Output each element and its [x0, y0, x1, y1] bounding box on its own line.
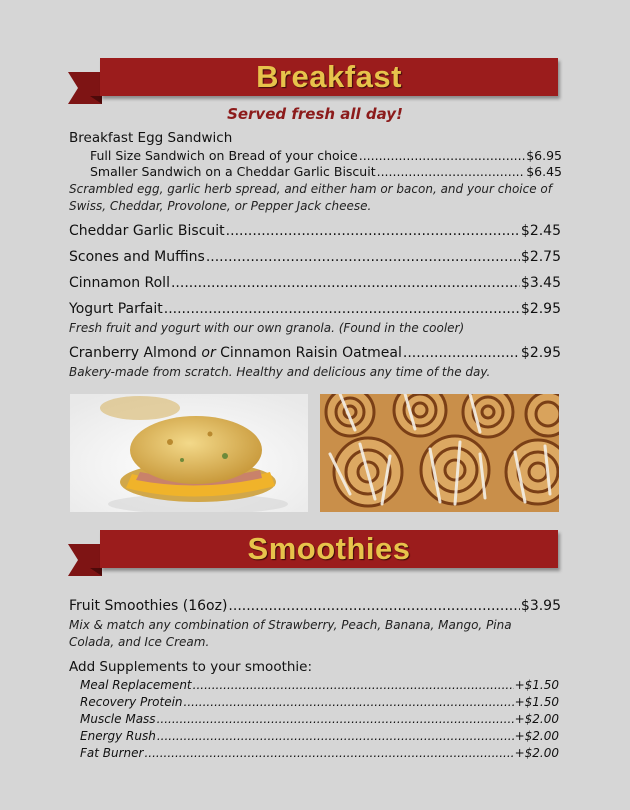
leader-dots	[171, 275, 520, 291]
oatmeal-name-part1: Cranberry Almond	[69, 345, 202, 361]
ribbon-tail-icon	[62, 530, 104, 580]
leader-dots	[226, 223, 520, 239]
supplement-item	[80, 712, 559, 726]
item-price: $2.95	[520, 301, 561, 317]
leader-dots	[184, 695, 514, 709]
biscuit-sandwich-image	[70, 394, 308, 512]
supplement-price: +$2.00	[514, 729, 559, 743]
supplement-name: Meal Replacement	[80, 678, 192, 692]
item-name	[69, 345, 402, 361]
cinnamon-rolls-photo	[320, 394, 559, 512]
ribbon-tail-icon	[62, 58, 104, 108]
option-label: Full Size Sandwich on Bread of your choice	[90, 148, 358, 163]
item-name: Scones and Muffins	[69, 249, 205, 265]
supplement-price: +$1.50	[514, 695, 559, 709]
oatmeal-item	[69, 345, 561, 361]
item-price: $2.95	[520, 345, 561, 361]
supplement-price: +$2.00	[514, 746, 559, 760]
leader-dots	[206, 249, 520, 265]
supplement-price: +$2.00	[514, 712, 559, 726]
smoothies-title: Smoothies	[247, 531, 411, 566]
supplement-name: Muscle Mass	[80, 712, 156, 726]
oatmeal-description: Bakery-made from scratch. Healthy and delicious any time of the day.	[69, 365, 491, 379]
item-price: $2.75	[520, 249, 561, 265]
supplement-item	[80, 729, 559, 743]
oatmeal-name-or: or	[201, 345, 216, 361]
leader-dots	[144, 746, 513, 760]
egg-sandwich-name: Breakfast Egg Sandwich	[69, 130, 233, 146]
yogurt-parfait-description: Fresh fruit and yogurt with our own granola. (Found in the cooler)	[69, 321, 465, 335]
supplement-price: +$1.50	[514, 678, 559, 692]
smoothies-banner	[62, 530, 558, 580]
egg-sandwich-description: Scrambled egg, garlic herb spread, and either ham or bacon, and your choice of Swiss, Cheddar, Provolone, or Pepper Jack cheese.	[69, 182, 552, 213]
supplement-name: Fat Burner	[80, 746, 144, 760]
breakfast-title-bar	[100, 58, 558, 96]
item-name: Fruit Smoothies (16oz)	[69, 598, 228, 614]
menu-item	[69, 223, 561, 239]
item-name: Cinnamon Roll	[69, 275, 170, 291]
breakfast-banner	[62, 58, 558, 108]
leader-dots	[359, 148, 525, 163]
supplements-heading: Add Supplements to your smoothie:	[69, 659, 313, 675]
leader-dots	[157, 712, 514, 726]
leader-dots	[228, 598, 519, 614]
fruit-smoothies-description: Mix & match any combination of Strawberry, Peach, Banana, Mango, Pina Colada, and Ice Cream.	[69, 618, 512, 649]
leader-dots	[157, 729, 514, 743]
option-price: $6.95	[526, 148, 562, 163]
leader-dots	[403, 345, 520, 361]
egg-sandwich-option-full	[90, 148, 562, 163]
menu-item	[69, 249, 561, 265]
leader-dots	[377, 164, 526, 179]
cinnamon-rolls-image	[320, 394, 559, 512]
fruit-smoothies-item	[69, 598, 561, 614]
breakfast-subtitle: Served fresh all day!	[227, 105, 403, 123]
supplement-name: Recovery Protein	[80, 695, 183, 709]
menu-item	[69, 275, 561, 291]
supplement-item	[80, 695, 559, 709]
item-price: $3.45	[520, 275, 561, 291]
oatmeal-name-part2: Cinnamon Raisin Oatmeal	[215, 345, 402, 361]
supplement-item	[80, 678, 559, 692]
supplement-item	[80, 746, 559, 760]
smoothies-title-bar	[100, 530, 558, 568]
item-name: Cheddar Garlic Biscuit	[69, 223, 225, 239]
leader-dots	[193, 678, 514, 692]
option-label: Smaller Sandwich on a Cheddar Garlic Biscuit	[90, 164, 376, 179]
item-price: $3.95	[520, 598, 561, 614]
supplement-name: Energy Rush	[80, 729, 156, 743]
biscuit-sandwich-photo	[70, 394, 308, 512]
breakfast-title: Breakfast	[256, 59, 402, 94]
item-price: $2.45	[520, 223, 561, 239]
item-name: Yogurt Parfait	[69, 301, 163, 317]
leader-dots	[164, 301, 520, 317]
menu-item	[69, 301, 561, 317]
option-price: $6.45	[526, 164, 562, 179]
egg-sandwich-option-small	[90, 164, 562, 179]
